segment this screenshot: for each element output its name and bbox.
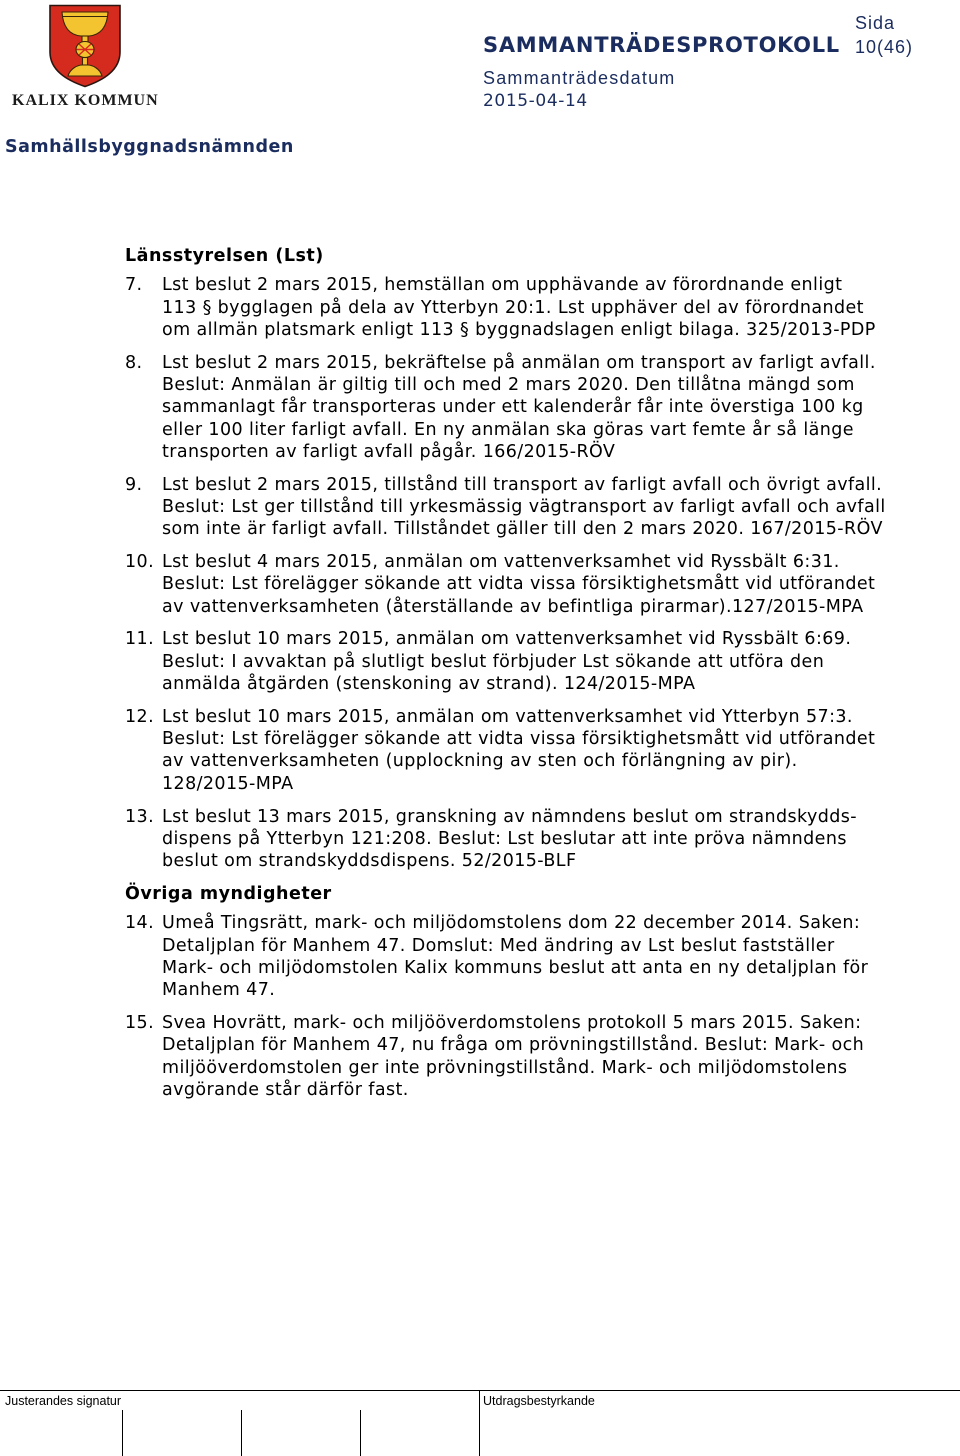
item-text-line: dispens på Ytterbyn 121:208. Beslut: Lst beslutar att inte pröva nämndens [162,828,847,849]
item-text-line: Beslut: Lst förelägger sökande att vidta vissa försiktighetsmått vid utförandet [162,574,876,595]
item-text-line: anmälda åtgärden (stenskoning av strand). 124/2015-MPA [162,674,696,695]
item-text-line: avgörande står därför fast. [162,1079,409,1100]
item-text-line: Beslut: Anmälan är giltig till och med 2 mars 2020. Den tillåtna mängd som [162,374,855,395]
agenda-item [125,352,960,463]
item-text-line: om allmän platsmark enligt 113 § byggnadslagen enligt bilaga. 325/2013-PDP [162,319,876,340]
kalix-coat-of-arms-icon [48,4,122,88]
municipality-wordmark: KALIX KOMMUN [12,92,159,109]
agenda-item [125,274,960,341]
agenda-item [125,551,960,618]
item-text-line: Lst beslut 2 mars 2015, hemställan om upphävande av förordnande enligt [162,275,843,296]
item-number: 14. [125,913,155,934]
item-text-line: Lst beslut 10 mars 2015, anmälan om vattenverksamhet vid Ryssbält 6:69. [162,629,852,650]
item-number: 7. [125,275,143,296]
item-number: 8. [125,352,143,373]
item-number: 10. [125,552,155,573]
item-text-line: Beslut: I avvaktan på slutligt beslut förbjuder Lst sökande att utföra den [162,651,825,672]
item-text-line: beslut om strandskyddsdispens. 52/2015-BLF [162,851,577,872]
section-heading: Övriga myndigheter [125,883,332,904]
signature-box-divider [122,1410,123,1456]
agenda-item [125,1012,960,1101]
agenda-item [125,628,960,695]
item-number: 12. [125,706,155,727]
page-label: Sida [855,13,896,33]
page-number: 10(46) [855,37,914,57]
item-text-line: Umeå Tingsrätt, mark- och miljödomstolens dom 22 december 2014. Saken: [162,913,861,934]
item-number: 13. [125,806,155,827]
document-title: SAMMANTRÄDESPROTOKOLL [483,33,840,57]
agenda-item [125,912,960,1001]
item-text-line: eller 100 liter farligt avfall. En ny anmälan ska göras vart femte år så länge [162,419,854,440]
item-text-line: Manhem 47. [162,980,276,1001]
item-text-line: Beslut: Lst förelägger sökande att vidta vissa försiktighetsmått vid utförandet [162,729,876,750]
certification-label: Utdragsbestyrkande [483,1394,595,1408]
item-text-line: av vattenverksamheten (upplockning av sten och förlängning av pir). [162,751,798,772]
signature-box-divider [241,1410,242,1456]
item-text-line: som inte är farligt avfall. Tillståndet gäller till den 2 mars 2020. 167/2015-RÖV [162,519,883,540]
signature-label: Justerandes signatur [5,1394,122,1408]
item-text-line: miljööverdomstolen ger inte prövningstillstånd. Mark- och miljödomstolens [162,1057,848,1078]
item-text-line: Detaljplan för Manhem 47. Domslut: Med ändring av Lst beslut fastställer [162,935,835,956]
footer-divider [0,1390,960,1391]
agenda-item [125,706,960,795]
item-text-line: Svea Hovrätt, mark- och miljööverdomstolens protokoll 5 mars 2015. Saken: [162,1012,862,1033]
item-text-line: Lst beslut 2 mars 2015, tillstånd till transport av farligt avfall och övrigt avfall. [162,474,883,495]
agenda-item [125,806,960,873]
meeting-date: 2015-04-14 [483,91,588,111]
footer-cell-divider [479,1390,480,1456]
protocol-body [125,245,960,1112]
agenda-item [125,474,960,541]
item-text-line: Lst beslut 2 mars 2015, bekräftelse på anmälan om transport av farligt avfall. [162,352,876,373]
item-text-line: 113 § bygglagen på dela av Ytterbyn 20:1. Lst upphäver del av förordnandet [162,297,864,318]
item-text-line: 128/2015-MPA [162,773,294,794]
item-text-line: sammanlagt får transporteras under ett kalenderår får inte överstiga 100 kg [162,397,864,418]
item-number: 11. [125,629,155,650]
item-text-line: Lst beslut 4 mars 2015, anmälan om vattenverksamhet vid Ryssbält 6:31. [162,552,840,573]
item-number: 9. [125,474,143,495]
item-number: 15. [125,1012,155,1033]
section-heading: Länsstyrelsen (Lst) [125,246,324,266]
item-text-line: Lst beslut 10 mars 2015, anmälan om vattenverksamhet vid Ytterbyn 57:3. [162,706,853,727]
item-text-line: transporten av farligt avfall pågår. 166/2015-RÖV [162,441,616,462]
signature-box-divider [360,1410,361,1456]
item-text-line: Mark- och miljödomstolen Kalix kommuns beslut att anta en ny detaljplan för [162,957,869,978]
item-text-line: Lst beslut 13 mars 2015, granskning av nämndens beslut om strandskydds- [162,806,857,827]
item-text-line: Beslut: Lst ger tillstånd till yrkesmässig vägtransport av farligt avfall och avfall [162,496,886,517]
item-text-line: Detaljplan för Manhem 47, nu fråga om prövningstillstånd. Beslut: Mark- och [162,1035,865,1056]
meeting-date-label: Sammanträdesdatum [483,68,676,88]
item-text-line: av vattenverksamheten (återställande av befintliga pirarmar).127/2015-MPA [162,596,864,617]
committee-name: Samhällsbyggnadsnämnden [5,137,294,157]
